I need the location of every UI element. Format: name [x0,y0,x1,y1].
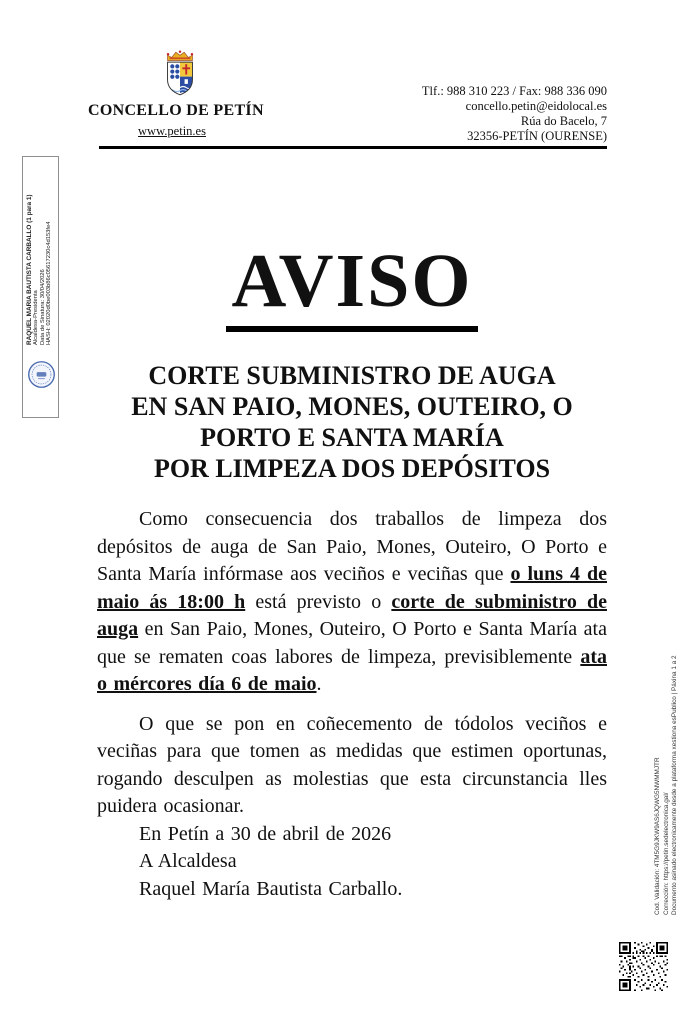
validation-margin-text [652,636,686,918]
contact-phone-fax: Tlf.: 988 310 223 / Fax: 988 336 090 [421,84,607,98]
signature-role: A Alcaldesa [139,850,237,872]
contact-email: concello.petin@eidolocal.es [465,99,607,113]
notice-title-wrap [97,240,607,332]
concello-crest-icon [154,46,206,100]
contact-city: 32356-PETÍN (OURENSE) [467,129,607,143]
notice-title: AVISO [226,240,479,332]
signature-date: Data de Sinatura: 30/04/2026 [39,269,46,345]
validation-note: Documento asinado electronicamente desde a plataforma xestiona esPublico | Páxina 1 a 2 [671,655,679,915]
validation-margin [652,636,686,918]
org-website-link[interactable]: www.petin.es [138,124,206,138]
signature-name: Raquel María Bautista Carballo. [139,877,403,900]
org-name: CONCELLO DE PETÍN [88,102,264,119]
official-stamp-icon [27,360,56,389]
subtitle-line: PORTO E SANTA MARÍA [200,423,504,452]
contact-block [422,84,607,144]
qr-code [619,942,668,991]
validation-code: Cod. Validación: 4TM5G9JKW9AS6JQWG5NWMMJTR [654,757,661,915]
notice-subtitle [80,360,624,484]
contact-street: Rúa do Bacelo, 7 [520,114,607,128]
signature-hash: HASH: 02020d0be003b86c05617230c4d153fe4 [46,221,53,345]
signer-name: RAQUEL MARIA BAUTISTA CARBALLO (1 para 1) [26,194,33,345]
subtitle-line: CORTE SUBMINISTRO DE AUGA [148,361,556,390]
signature-margin-box [22,156,59,418]
subtitle-line: EN SAN PAIO, MONES, OUTEIRO, O [131,392,573,421]
header-divider [99,146,607,149]
signer-role: Alcaldesa-Presidenta [33,290,39,345]
notice-body [97,506,607,903]
notice-paragraph-2: O que se pon en coñecemento de tódolos veciños e veciñas para que tomen as medidas que estimen oportunas, rogando desculpen as molestias que esta circunstancia lles puidera ocasionar. [97,712,607,817]
subtitle-line: POR LIMPEZA DOS DEPÓSITOS [153,454,551,483]
dateline: En Petín a 30 de abril de 2026 [139,822,392,845]
validation-url: Corrección: https://petin.sedelectronica.gal/ [662,792,670,915]
notice-paragraph-1: Como consecuencia dos traballos de limpeza dos depósitos de auga de San Paio, Mones, Outeiro, O Porto e Santa María infórmase aos veciños e veciñas que o luns 4 de maio ás 18:00 h está previsto o corte de subministro de auga en San Paio, Mones, Outeiro, O Porto e Santa María ata que se rematen coas labores de limpeza, previsiblemente ata o mércores día 6 de maio. [97,508,607,695]
